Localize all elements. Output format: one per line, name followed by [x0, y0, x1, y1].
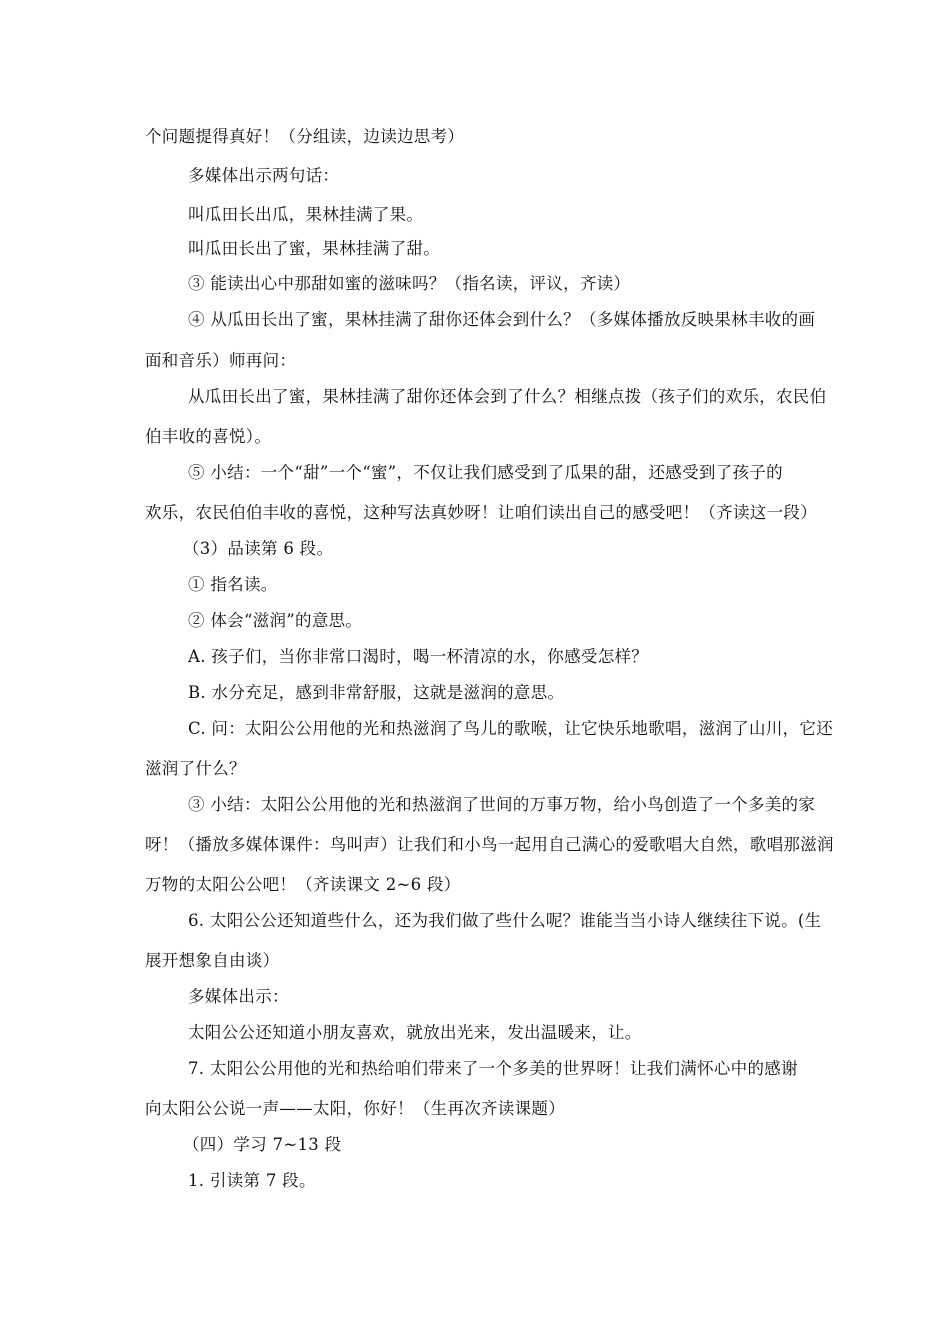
text-line: ③ 小结：太阳公公用他的光和热滋润了世间的万事万物，给小鸟创造了一个多美的家 [188, 795, 816, 814]
text-line: ④ 从瓜田长出了蜜，果林挂满了甜你还体会到什么？（多媒体播放反映果林丰收的画 [188, 310, 816, 329]
text-line: 万物的太阳公公吧！（齐读课文 2~6 段） [145, 875, 461, 894]
text-line: 太阳公公还知道小朋友喜欢，就放出光来，发出温暖来，让。 [188, 1023, 642, 1042]
text-line: ① 指名读。 [188, 575, 278, 594]
text-line: 多媒体出示两句话： [188, 166, 340, 185]
text-line: 向太阳公公说一声——太阳，你好！（生再次齐读课题） [145, 1099, 565, 1118]
text-line: 呀！（播放多媒体课件：鸟叫声）让我们和小鸟一起用自己满心的爱歌唱大自然，歌唱那滋润 [145, 835, 834, 854]
text-line: （四）学习 7~13 段 [183, 1135, 342, 1154]
text-line: B. 水分充足，感到非常舒服，这就是滋润的意思。 [188, 683, 565, 702]
text-line: 叫瓜田长出了蜜，果林挂满了甜。 [188, 239, 440, 258]
text-line: 面和音乐）师再问： [145, 351, 297, 370]
text-line: 叫瓜田长出瓜，果林挂满了果。 [188, 205, 424, 224]
text-line: （3）品读第 6 段。 [183, 539, 334, 558]
text-line: ⑤ 小结：一个“甜”一个“蜜”，不仅让我们感受到了瓜果的甜，还感受到了孩子的 [188, 463, 783, 482]
text-line: 欢乐，农民伯伯丰收的喜悦，这种写法真妙呀！让咱们读出自己的感受吧！（齐读这一段） [145, 503, 817, 522]
text-line: 展开想象自由谈） [145, 951, 280, 970]
text-line: 滋润了什么？ [145, 759, 246, 778]
text-line: ② 体会“滋润”的意思。 [188, 611, 363, 630]
text-line: C. 问：太阳公公用他的光和热滋润了鸟儿的歌喉，让它快乐地歌唱，滋润了山川，它还 [188, 719, 834, 738]
text-line: 多媒体出示： [188, 987, 289, 1006]
text-line: A. 孩子们，当你非常口渴时，喝一杯清凉的水，你感受怎样？ [188, 647, 649, 666]
text-line: 伯丰收的喜悦）。 [145, 427, 272, 446]
text-line: 7. 太阳公公用他的光和热给咱们带来了一个多美的世界呀！让我们满怀心中的感谢 [188, 1059, 798, 1078]
text-line: 6. 太阳公公还知道些什么，还为我们做了些什么呢？谁能当当小诗人继续往下说。(生 [188, 911, 822, 930]
text-line: ③ 能读出心中那甜如蜜的滋味吗？（指名读，评议，齐读） [188, 274, 631, 293]
text-line: 从瓜田长出了蜜，果林挂满了甜你还体会到了什么？相继点拨（孩子们的欢乐，农民伯 [188, 387, 827, 406]
text-line: 1. 引读第 7 段。 [188, 1171, 316, 1190]
text-line: 个问题提得真好！（分组读，边读边思考） [145, 127, 465, 146]
